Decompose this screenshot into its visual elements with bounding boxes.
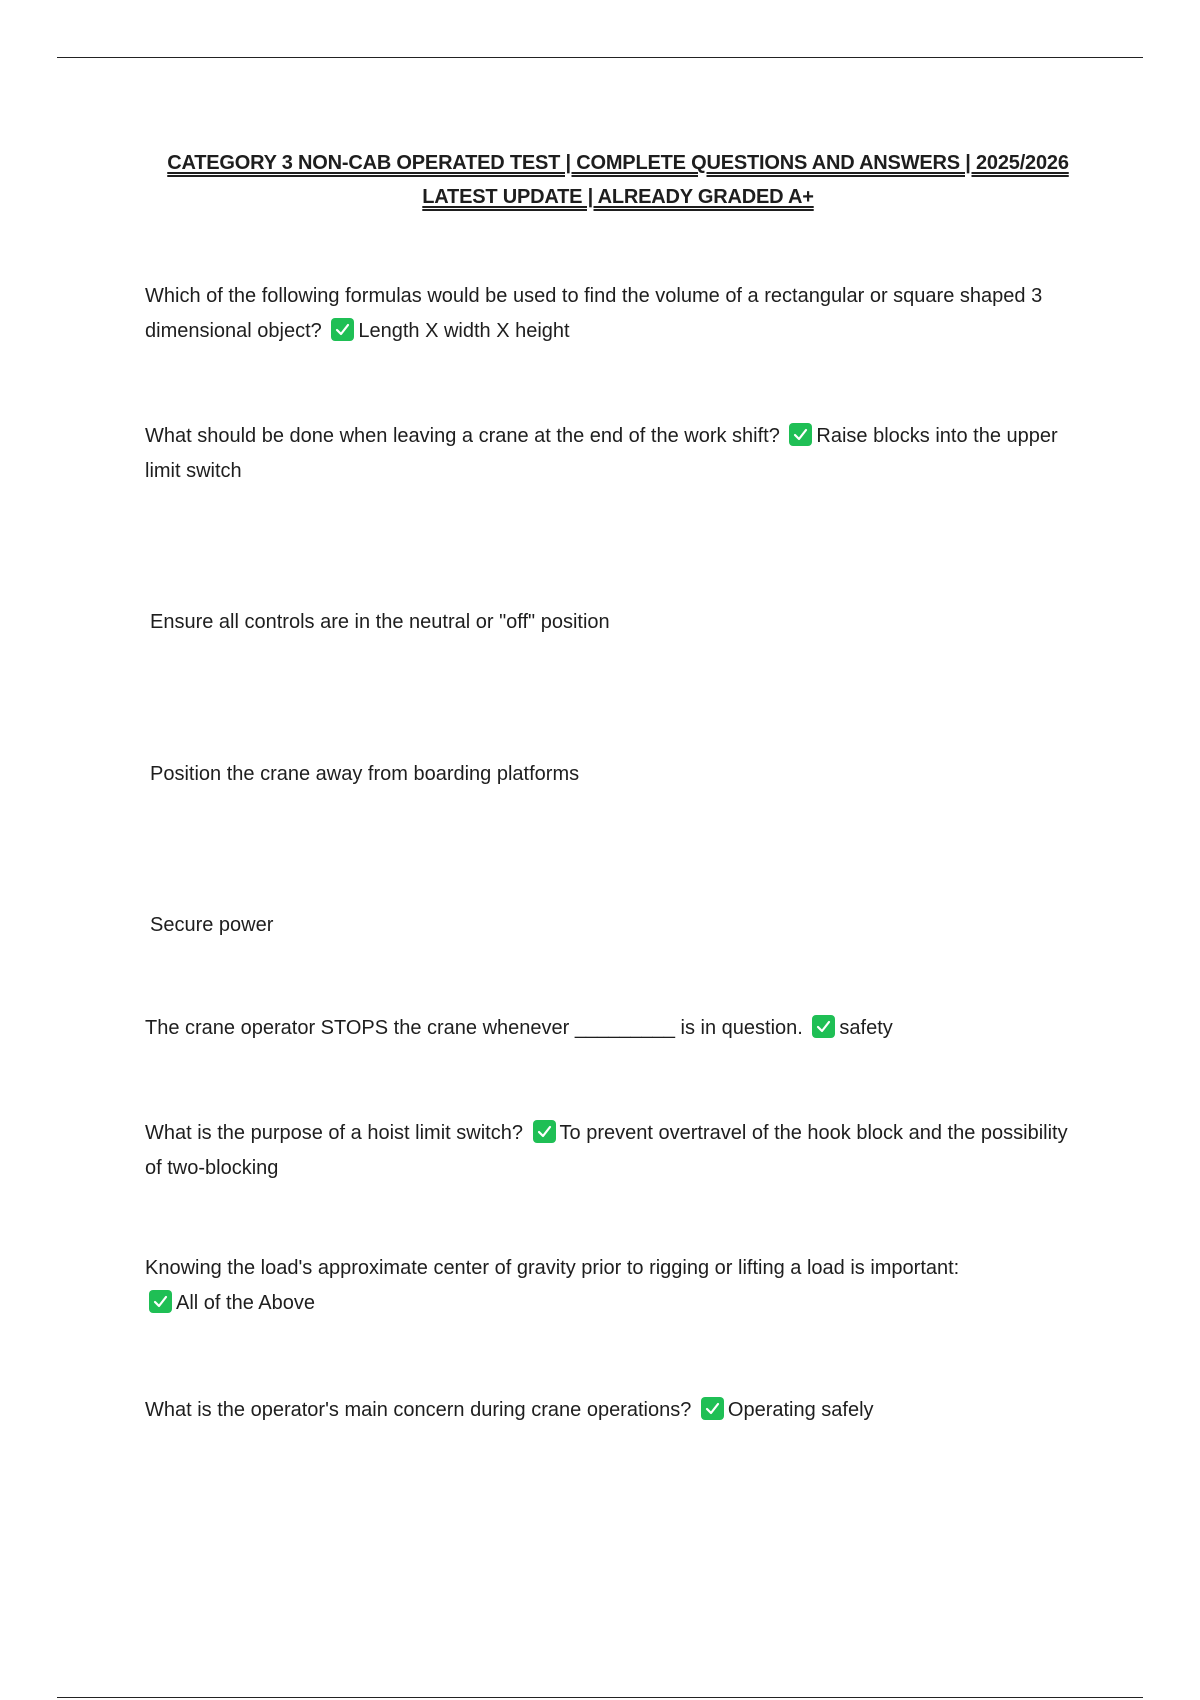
check-mark-icon: [812, 1015, 835, 1038]
qa-item: [145, 1116, 1075, 1186]
answer-text: safety: [839, 1017, 893, 1039]
extra-answer: Position the crane away from boarding platforms: [150, 763, 580, 785]
qa-item: [145, 1251, 1075, 1321]
check-mark-icon: [789, 423, 812, 446]
answer-text: Operating safely: [727, 1399, 874, 1421]
answer-text: Raise blocks into the upper limit switch: [145, 425, 1058, 482]
check-mark-icon: [533, 1120, 556, 1143]
check-mark-icon: [701, 1397, 724, 1420]
answer-text: Length X width X height: [358, 320, 570, 342]
answer-text: All of the Above: [176, 1292, 315, 1314]
title-line-2: LATEST UPDATE | ALREADY GRADED A+: [422, 186, 814, 208]
question-text: What should be done when leaving a crane at the end of the work shift?: [145, 425, 780, 447]
extra-answer: Ensure all controls are in the neutral or "off" position: [150, 611, 610, 633]
document-title: [0, 146, 1200, 214]
extra-answer: Secure power: [150, 914, 274, 936]
qa-item: [145, 419, 1075, 489]
bottom-rule: [57, 1697, 1143, 1698]
answer-text: To prevent overtravel of the hook block and the possibility of two-blocking: [145, 1122, 1068, 1179]
title-line-1: CATEGORY 3 NON-CAB OPERATED TEST | COMPLETE QUESTIONS AND ANSWERS | 2025/2026: [167, 152, 1069, 174]
question-text: Which of the following formulas would be used to find the volume of a rectangular or square shaped 3 dimensional object?: [145, 285, 1043, 342]
question-text: The crane operator STOPS the crane whenever _________ is in question.: [145, 1017, 803, 1039]
question-text: What is the operator's main concern during crane operations?: [145, 1399, 692, 1421]
qa-item: [145, 1393, 1075, 1428]
question-text: Knowing the load's approximate center of gravity prior to rigging or lifting a load is important:: [145, 1257, 960, 1279]
qa-item: [145, 1011, 1075, 1046]
check-mark-icon: [149, 1290, 172, 1313]
question-text: What is the purpose of a hoist limit switch?: [145, 1122, 523, 1144]
top-rule: [57, 57, 1143, 58]
qa-item: [145, 279, 1075, 349]
check-mark-icon: [331, 318, 354, 341]
